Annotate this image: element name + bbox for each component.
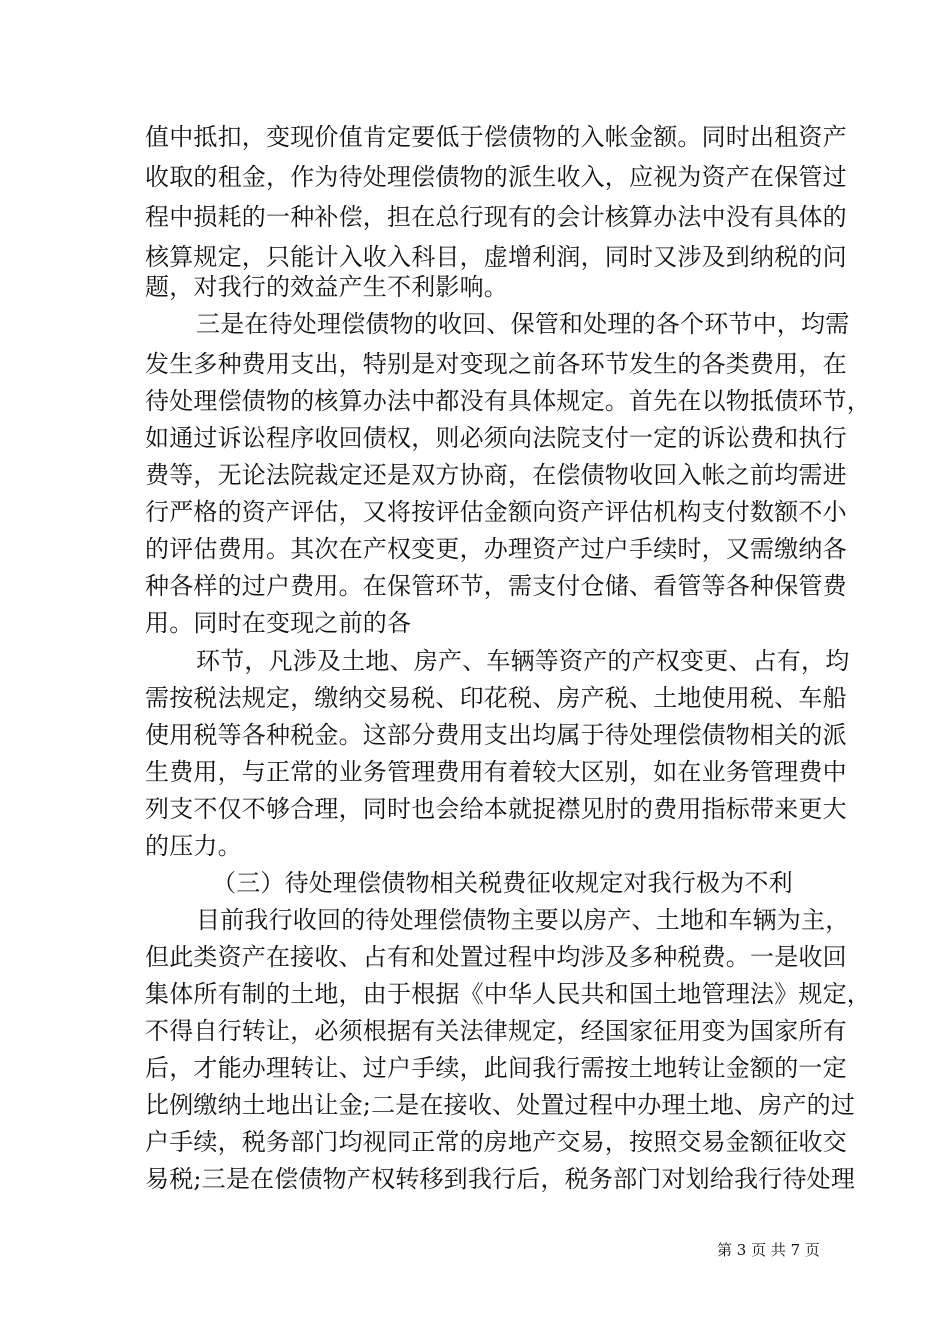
page-number: 第 3 页 共 7 页 — [717, 1241, 820, 1259]
text-line: 核算规定，只能计入收入科目，虚增利润，同时又涉及到纳税的问 — [145, 243, 847, 271]
text-line: 费等，无论法院裁定还是双方协商，在偿债物收回入帐之前均需进 — [145, 461, 847, 489]
text-line: 程中损耗的一种补偿，担在总行现有的会计核算办法中没有具体的 — [145, 203, 847, 231]
text-line: 户手续，税务部门均视同正常的房地产交易，按照交易金额征收交 — [145, 1128, 847, 1156]
text-line: 题，对我行的效益产生不利影响。 — [145, 273, 508, 301]
text-line: 发生多种费用支出，特别是对变现之前各环节发生的各类费用，在 — [145, 350, 847, 378]
text-line: 生费用，与正常的业务管理费用有着较大区别，如在业务管理费中 — [145, 758, 847, 786]
text-line: 比例缴纳土地出让金;二是在接收、处置过程中办理土地、房产的过 — [145, 1091, 856, 1119]
text-line: 待处理偿债物的核算办法中都没有具体规定。首先在以物抵债环节， — [145, 387, 871, 415]
text-line: 但此类资产在接收、占有和处置过程中均涉及多种税费。一是收回 — [145, 943, 847, 971]
paragraph-first-line: 环节，凡涉及土地、房产、车辆等资产的产权变更、占有，均 — [196, 647, 850, 675]
text-line: 种各样的过户费用。在保管环节，需支付仓储、看管等各种保管费 — [145, 572, 847, 600]
text-line: 值中抵扣，变现价值肯定要低于偿债物的入帐金额。同时出租资产 — [145, 123, 847, 151]
text-line: 不得自行转让，必须根据有关法律规定，经国家征用变为国家所有 — [145, 1017, 847, 1045]
text-line: 的评估费用。其次在产权变更，办理资产过户手续时，又需缴纳各 — [145, 535, 847, 563]
text-line: 集体所有制的土地，由于根据《中华人民共和国土地管理法》规定， — [145, 980, 871, 1008]
text-line: 使用税等各种税金。这部分费用支出均属于待处理偿债物相关的派 — [145, 721, 847, 749]
text-line: 收取的租金，作为待处理偿债物的派生收入，应视为资产在保管过 — [145, 163, 847, 191]
text-line: 用。同时在变现之前的各 — [145, 609, 412, 637]
section-heading: （三）待处理偿债物相关税费征收规定对我行极为不利 — [212, 869, 793, 897]
text-line: 需按税法规定，缴纳交易税、印花税、房产税、土地使用税、车船 — [145, 684, 847, 712]
text-line: 如通过诉讼程序收回债权，则必须向法院支付一定的诉讼费和执行 — [145, 424, 847, 452]
text-line: 后，才能办理转让、过户手续，此间我行需按土地转让金额的一定 — [145, 1054, 847, 1082]
paragraph-first-line: 目前我行收回的待处理偿债物主要以房产、土地和车辆为主， — [196, 906, 850, 934]
text-line: 易税;三是在偿债物产权转移到我行后，税务部门对划给我行待处理 — [145, 1165, 856, 1193]
text-line: 列支不仅不够合理，同时也会给本就捉襟见肘的费用指标带来更大 — [145, 795, 847, 823]
text-line: 的压力。 — [145, 832, 242, 860]
paragraph-first-line: 三是在待处理偿债物的收回、保管和处理的各个环节中，均需 — [196, 310, 850, 338]
text-line: 行严格的资产评估，又将按评估金额向资产评估机构支付数额不小 — [145, 498, 847, 526]
